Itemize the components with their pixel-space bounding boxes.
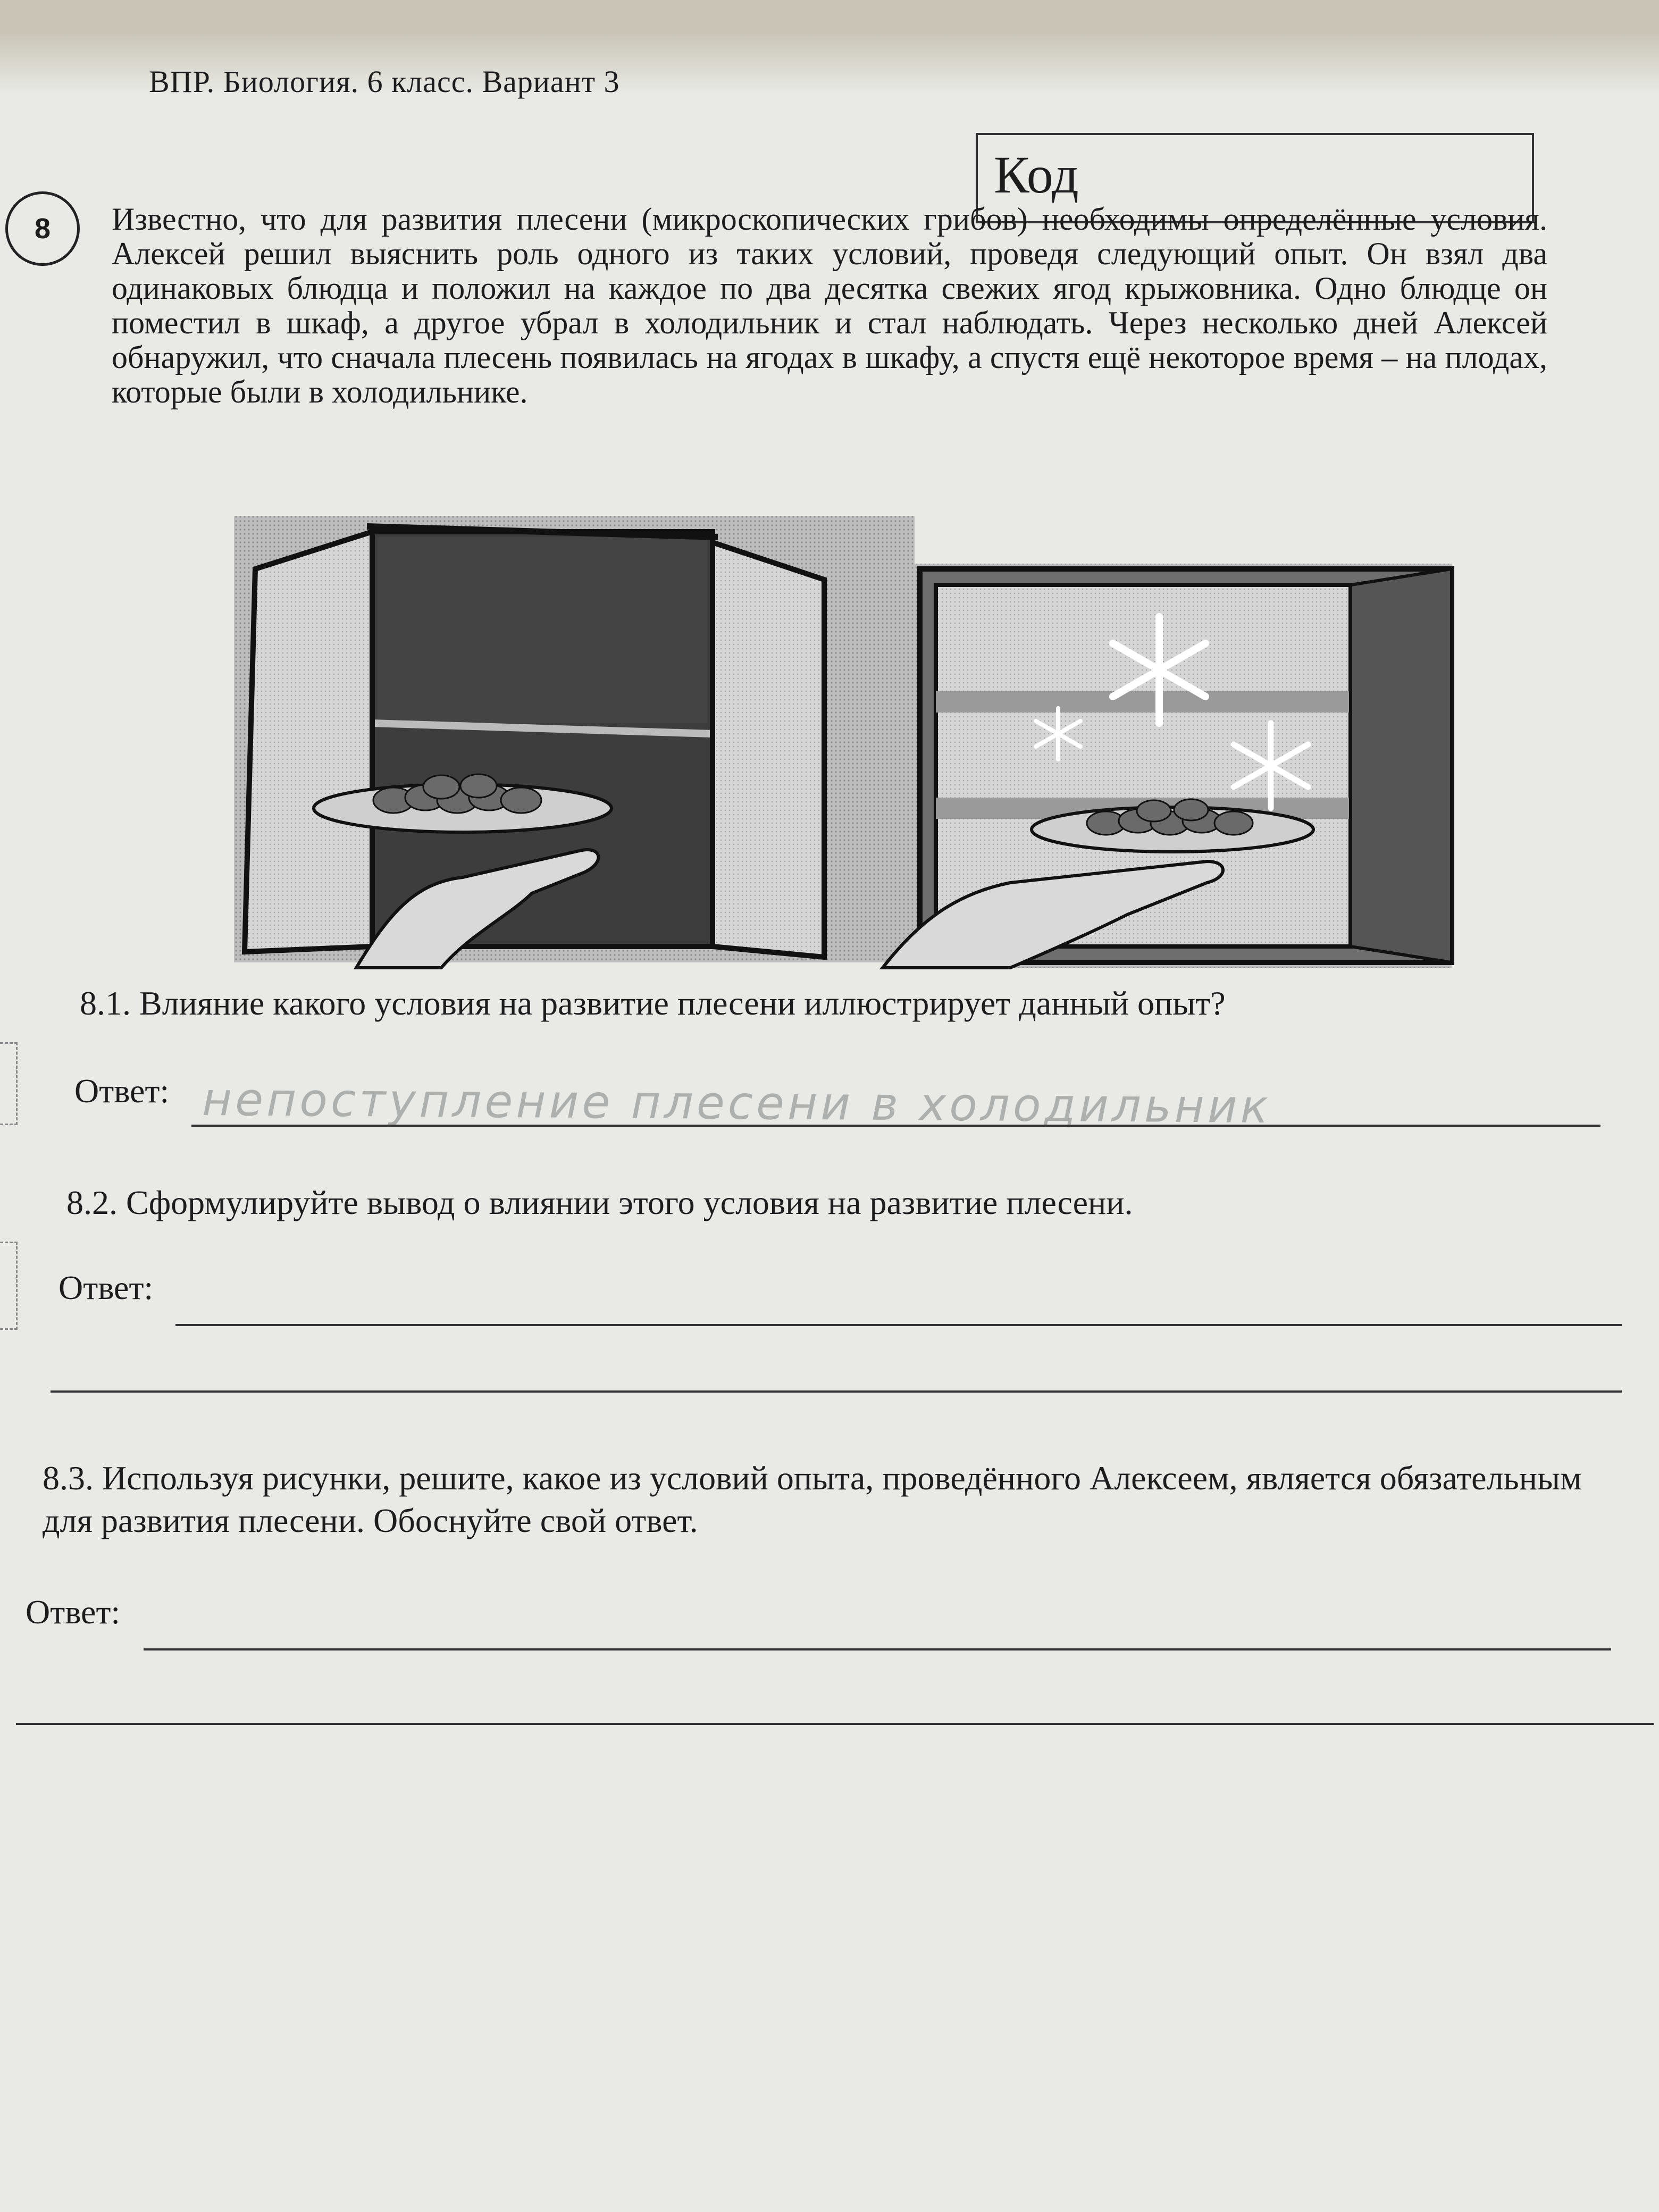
handwritten-answer-8-1: непоступление плесени в холодильник: [202, 1073, 1271, 1134]
margin-mark: [0, 1042, 18, 1125]
answer-label-8-1: Ответ:: [74, 1072, 170, 1110]
question-8-2: 8.2. Сформулируйте вывод о влиянии этого условия на развитие плесени.: [66, 1184, 1133, 1221]
question-8-1: 8.1. Влияние какого условия на развитие плесени иллюстрирует данный опыт?: [80, 984, 1226, 1022]
page-header: ВПР. Биология. 6 класс. Вариант 3: [149, 64, 620, 99]
question-8-3: 8.3. Используя рисунки, решите, какое из условий опыта, проведённого Алексеем, является обязательным для развития плесени. Обоснуйте свой ответ.: [43, 1459, 1582, 1539]
task-number-badge: 8: [5, 191, 80, 266]
answer-label-8-3: Ответ:: [26, 1593, 121, 1631]
answer-line-8-2b[interactable]: [51, 1390, 1622, 1393]
answer-line-8-2[interactable]: [175, 1324, 1622, 1326]
answer-label-8-2: Ответ:: [58, 1269, 154, 1306]
experiment-illustration: [213, 510, 1462, 973]
task-intro-text: Известно, что для развития плесени (микроскопических грибов) необходимы определённые условия. Алексей решил выяснить роль одного из таких условий, проведя следующий опыт. Он взял два одинаковых блюдца и положил на каждое по два десятка свежих ягод крыжовника. Одно блюдце он поместил в шкаф, а другое убрал в холодильник и стал наблюдать. Через несколько дней Алексей обнаружил, что сначала плесень появилась на ягодах в шкафу, а спустя ещё некоторое время – на плодах, которые были в холодильнике.: [112, 202, 1547, 409]
margin-mark: [0, 1242, 18, 1330]
answer-line-8-3b[interactable]: [16, 1723, 1654, 1725]
answer-line-8-1[interactable]: [191, 1125, 1601, 1127]
answer-line-8-3[interactable]: [144, 1648, 1611, 1650]
code-box[interactable]: Код: [976, 133, 1534, 223]
